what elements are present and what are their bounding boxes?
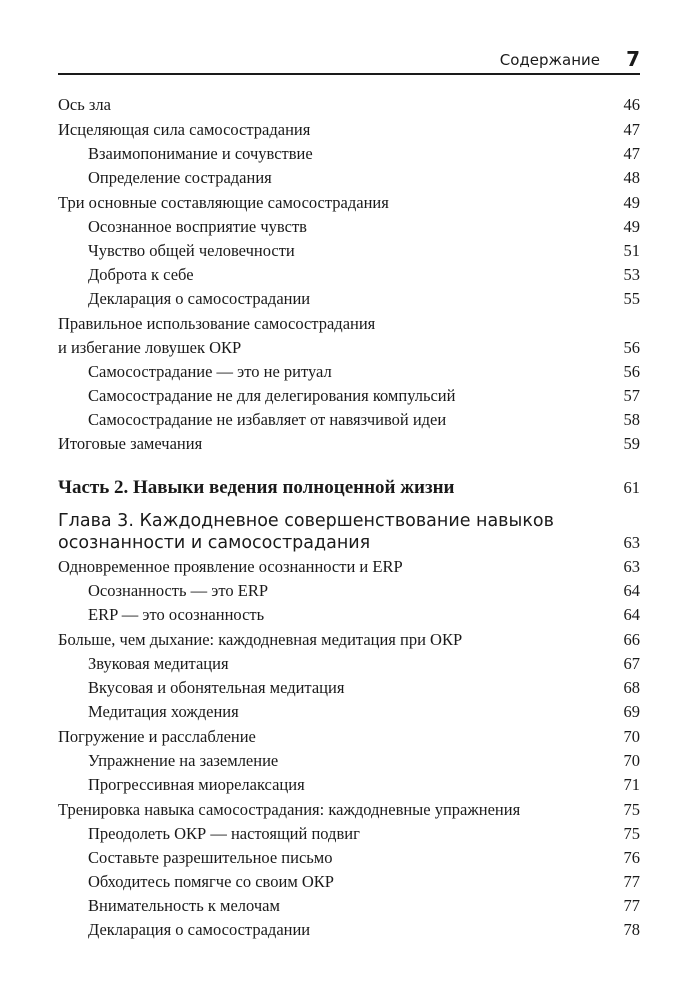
toc-subentry — [88, 142, 640, 166]
toc-chapter-title: Глава 3. Каждодневное совершенствование навыков — [58, 511, 554, 531]
toc-subentry — [88, 749, 640, 773]
toc-entry-title: Осознанное восприятие чувств — [88, 217, 307, 236]
toc-chapter-title: осознанности и самосострадания — [58, 533, 371, 553]
toc-entry-title: Одновременное проявление осознанности и ERP — [58, 557, 403, 576]
toc-entry-page: 47 — [623, 144, 640, 163]
page-number: 7 — [626, 47, 640, 71]
toc-entry-title: Больше, чем дыхание: каждодневная медитация при ОКР — [58, 630, 463, 649]
toc-entry-title: Вкусовая и обонятельная медитация — [88, 678, 345, 697]
toc-entry-page: 63 — [623, 533, 640, 552]
toc-entry-title: Медитация хождения — [88, 702, 239, 721]
toc-entry-title: Преодолеть ОКР — настоящий подвиг — [88, 824, 360, 843]
toc-entry-title: Погружение и расслабление — [58, 727, 256, 746]
toc-entry-page: 61 — [623, 478, 640, 497]
running-title: Содержание — [499, 51, 600, 69]
toc-entry-title: ERP — это осознанность — [88, 605, 265, 624]
toc-subentry — [88, 384, 640, 408]
toc-subentry — [88, 263, 640, 287]
toc-entry-title: Определение сострадания — [88, 168, 272, 187]
toc-entry-page: 46 — [623, 95, 640, 114]
toc-entry-title: Самосострадание — это не ритуал — [88, 362, 332, 381]
toc-entry-title: и избегание ловушек ОКР — [58, 338, 242, 357]
toc-entry — [58, 191, 640, 215]
toc-entry-page: 76 — [623, 848, 640, 867]
toc-subentry — [88, 239, 640, 263]
toc-subentry — [88, 870, 640, 894]
toc-subentry — [88, 579, 640, 603]
toc-entry-title: Декларация о самосострадании — [88, 920, 311, 939]
toc-entry-page: 64 — [623, 581, 640, 600]
toc-part-title: Часть 2. Навыки ведения полноценной жизни — [58, 477, 455, 498]
toc-entry-page: 67 — [623, 654, 640, 673]
toc-subentry — [88, 676, 640, 700]
toc-entry-page: 55 — [623, 289, 640, 308]
toc-entry-page: 49 — [623, 217, 640, 236]
toc-entry-title: Осознанность — это ERP — [88, 581, 269, 600]
toc-subentry — [88, 408, 640, 432]
toc-entry-page: 57 — [623, 386, 640, 405]
toc-subentry — [88, 894, 640, 918]
toc-entry-page: 48 — [623, 168, 640, 187]
toc-entry — [58, 118, 640, 142]
toc-entry-page: 53 — [623, 265, 640, 284]
toc-subentry — [88, 846, 640, 870]
toc-entry-title: Упражнение на заземление — [88, 751, 279, 770]
toc-entry — [58, 336, 640, 360]
toc-subentry — [88, 773, 640, 797]
toc-subentry — [88, 652, 640, 676]
toc-entry-title: Доброта к себе — [88, 265, 194, 284]
toc-subentry — [88, 918, 640, 942]
toc-entry — [58, 628, 640, 652]
toc-entry-title: Обходитесь помягче со своим ОКР — [88, 872, 334, 891]
toc-entry-title: Самосострадание не избавляет от навязчивой идеи — [88, 410, 447, 429]
toc-entry — [58, 798, 640, 822]
toc-entry-page: 64 — [623, 605, 640, 624]
toc-entry-title: Итоговые замечания — [58, 434, 203, 453]
toc-entry-page: 66 — [623, 630, 640, 649]
toc-entry — [58, 432, 640, 456]
toc-entry-title: Составьте разрешительное письмо — [88, 848, 333, 867]
toc-subentry — [88, 360, 640, 384]
toc-entry-title: Самосострадание не для делегирования компульсий — [88, 386, 456, 405]
toc-entry-title: Взаимопонимание и сочувствие — [88, 144, 313, 163]
toc-chapter-heading — [58, 509, 640, 533]
toc-entry-title: Три основные составляющие самосострадания — [58, 193, 389, 212]
toc-entry-page: 77 — [623, 896, 640, 915]
toc-subentry — [88, 166, 640, 190]
toc-entry-title: Внимательность к мелочам — [88, 896, 280, 915]
toc-entry — [58, 725, 640, 749]
toc-entry-page: 56 — [623, 362, 640, 381]
toc-entry-page: 47 — [623, 120, 640, 139]
toc-part-heading — [58, 475, 640, 501]
toc-subentry — [88, 603, 640, 627]
toc-entry — [58, 93, 640, 117]
toc-entry-title: Декларация о самосострадании — [88, 289, 311, 308]
toc-chapter-heading — [58, 531, 640, 555]
toc-entry-page: 56 — [623, 338, 640, 357]
toc-entry-page: 70 — [623, 727, 640, 746]
toc-subentry — [88, 287, 640, 311]
toc-entry-page: 49 — [623, 193, 640, 212]
toc-subentry — [88, 215, 640, 239]
toc-entry-title: Чувство общей человечности — [88, 241, 295, 260]
toc-entry-title: Правильное использование самосострадания — [58, 314, 376, 333]
toc-entry-title: Ось зла — [58, 95, 111, 114]
toc-entry-title: Звуковая медитация — [88, 654, 229, 673]
toc-subentry — [88, 822, 640, 846]
toc-entry-page: 75 — [623, 800, 640, 819]
toc-entry-title: Тренировка навыка самосострадания: каждодневные упражнения — [58, 800, 521, 819]
toc-subentry — [88, 700, 640, 724]
toc-entry — [58, 312, 640, 336]
toc-entry — [58, 555, 640, 579]
toc-entry-title: Прогрессивная миорелаксация — [88, 775, 305, 794]
header-rule — [58, 73, 640, 75]
toc-entry-page: 59 — [623, 434, 640, 453]
toc-entry-title: Исцеляющая сила самосострадания — [58, 120, 311, 139]
toc-entry-page: 69 — [623, 702, 640, 721]
toc-entry-page: 51 — [623, 241, 640, 260]
toc-entry-page: 68 — [623, 678, 640, 697]
toc-entry-page: 70 — [623, 751, 640, 770]
toc-entry-page: 78 — [623, 920, 640, 939]
toc-entry-page: 77 — [623, 872, 640, 891]
toc-entry-page: 71 — [623, 775, 640, 794]
toc-entry-page: 63 — [623, 557, 640, 576]
toc-entry-page: 58 — [623, 410, 640, 429]
toc-entry-page: 75 — [623, 824, 640, 843]
